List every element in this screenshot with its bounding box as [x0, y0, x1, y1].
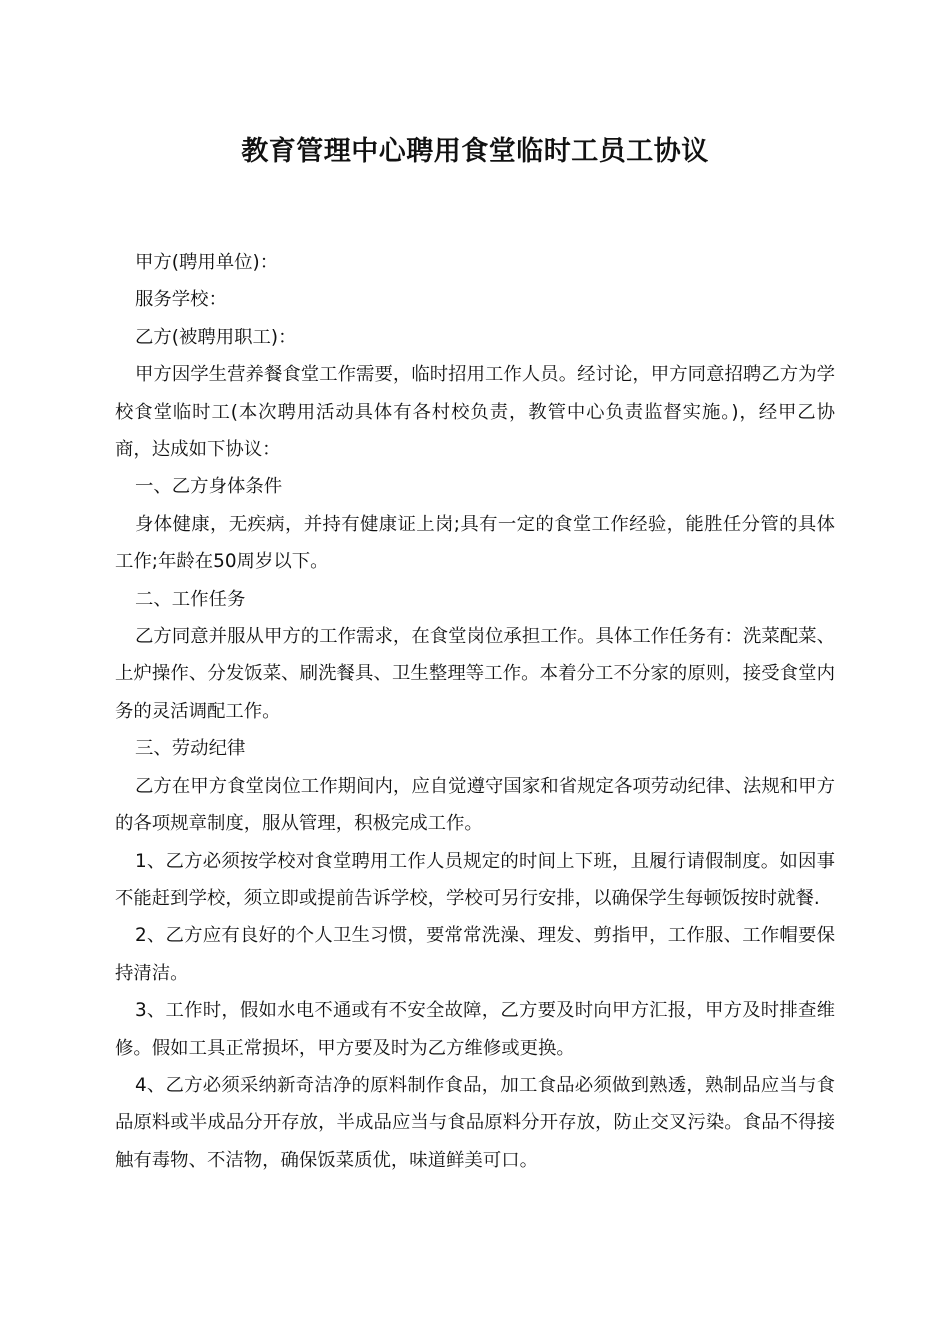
clause-3: 3、工作时，假如水电不通或有不安全故障，乙方要及时向甲方汇报，甲方及时排查维修。假如工具正常损坏，甲方要及时为乙方维修或更换。 — [115, 1000, 835, 1059]
party-b-line: 乙方(被聘用职工)： — [135, 326, 297, 348]
section-2-paragraph: 乙方同意并服从甲方的工作需求，在食堂岗位承担工作。具体工作任务有：洗菜配菜、上炉操作、分发饭菜、刷洗餐具、卫生整理等工作。本着分工不分家的原则，接受食堂内务的灵活调配工作。 — [115, 626, 835, 722]
document-body — [115, 244, 835, 1179]
section-1-paragraph: 身体健康，无疾病，并持有健康证上岗;具有一定的食堂工作经验，能胜任分管的具体工作;年龄在50周岁以下。 — [115, 513, 835, 573]
section-heading-3: 三、劳动纪律 — [135, 738, 246, 760]
clause-4: 4、乙方必须采纳新奇洁净的原料制作食品，加工食品必须做到熟透，熟制品应当与食品原料或半成品分开存放，半成品应当与食品原料分开存放，防止交叉污染。食品不得接触有毒物、不洁物，确保饭菜质优，味道鲜美可口。 — [115, 1074, 835, 1171]
section-3-paragraph: 乙方在甲方食堂岗位工作期间内，应自觉遵守国家和省规定各项劳动纪律、法规和甲方的各项规章制度，服从管理，积极完成工作。 — [115, 775, 835, 835]
document-title: 教育管理中心聘用食堂临时工员工协议 — [241, 136, 709, 167]
service-school-line: 服务学校： — [135, 289, 227, 311]
clause-1: 1、乙方必须按学校对食堂聘用工作人员规定的时间上下班，且履行请假制度。如因事不能赶到学校，须立即或提前告诉学校，学校可另行安排，以确保学生每顿饭按时就餐. — [115, 850, 835, 909]
clause-2: 2、乙方应有良好的个人卫生习惯，要常常洗澡、理发、剪指甲，工作服、工作帽要保持清洁。 — [115, 925, 835, 984]
preamble-paragraph: 甲方因学生营养餐食堂工作需要，临时招用工作人员。经讨论，甲方同意招聘乙方为学校食堂临时工(本次聘用活动具体有各村校负责，教管中心负责监督实施。)，经甲乙协商，达成如下协议： — [115, 364, 835, 461]
party-a-line: 甲方(聘用单位)： — [135, 252, 279, 273]
section-heading-1: 一、乙方身体条件 — [135, 476, 283, 498]
section-heading-2: 二、工作任务 — [135, 588, 246, 610]
